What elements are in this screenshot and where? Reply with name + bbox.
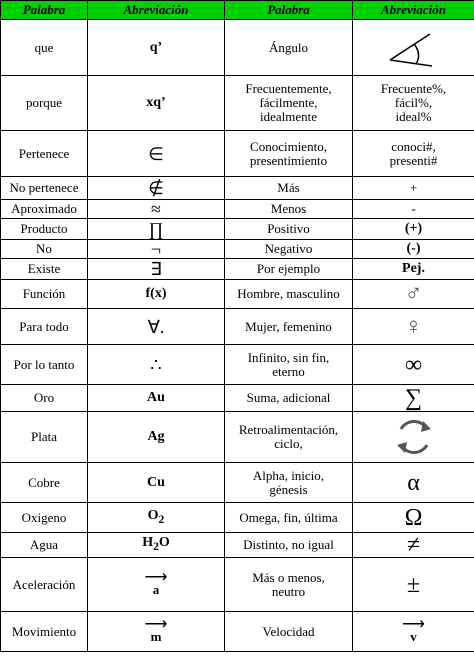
table-row [1,612,474,652]
abbr-cell: Ag [88,412,225,463]
word-cell: Hombre, masculino [225,280,353,309]
table-row [1,503,474,533]
header-abreviacion-2: Abreviación [353,1,474,20]
word-line: génesis [269,481,308,497]
word-cell: Por ejemplo [225,259,353,280]
abbr-cell [353,20,474,76]
abbr-cell: + [353,177,474,200]
word-cell: Aproximado [1,200,88,219]
table-row [1,259,474,280]
abbr-cell: ∀. [88,309,225,345]
abbr-cell [353,131,474,177]
abbr-cell: $O_2$ [88,503,225,533]
abbr-line: ideal% [395,109,432,124]
abbr-cell: ∞ [353,345,474,385]
word-cell: Aceleración [1,558,88,612]
word-cell: Por lo tanto [1,345,88,385]
table-row [1,200,474,219]
abbr-cell: α [353,463,474,503]
abbr-cell: xq’ [88,76,225,131]
word-cell [225,412,353,463]
word-line: idealmente [259,109,318,124]
arrow-right-icon: ⟶ [144,569,168,586]
word-cell: Oro [1,385,88,412]
word-cell: Suma, adicional [225,385,353,412]
abbr-cell: ≠ [353,533,474,558]
abbr-cell: ± [353,558,474,612]
abbr-cell: ∃ [88,259,225,280]
abbr-line: conoci#, [391,138,436,154]
abbr-cell [88,612,225,652]
table-row [1,76,474,131]
abbr-cell: ¬ [88,240,225,259]
word-cell: Distinto, no igual [225,533,353,558]
header-row [1,1,474,20]
abbr-line: presenti# [389,152,438,168]
word-cell [225,558,353,612]
table-row [1,309,474,345]
table-row [1,20,474,76]
table-row [1,219,474,240]
table-row [1,240,474,259]
word-cell: No pertenece [1,177,88,200]
word-line: Retroalimentación, [238,422,339,437]
abbr-cell: ∈ [88,131,225,177]
table-row [1,385,474,412]
word-cell [225,345,353,385]
abbr-cell: ♀ [353,309,474,345]
header-palabra-1: Palabra [1,1,88,20]
abbr-cell [353,412,474,463]
abbr-cell: ≈ [88,200,225,219]
word-cell [225,131,353,177]
word-cell: Velocidad [225,612,353,652]
word-line: Más o menos, [252,569,325,585]
abbr-line: Frecuente%, [380,81,447,96]
word-line: ciclo, [274,436,303,451]
word-cell: Pertenece [1,131,88,177]
abbr-cell: q’ [88,20,225,76]
word-cell: Plata [1,412,88,463]
word-cell [225,463,353,503]
word-cell: Producto [1,219,88,240]
word-line: Infinito, sin fin, [247,349,330,365]
word-cell: Menos [225,200,353,219]
table-row [1,463,474,503]
word-cell: porque [1,76,88,131]
table-row [1,177,474,200]
abbr-cell: Pej. [353,259,474,280]
table-row [1,412,474,463]
word-cell: Cobre [1,463,88,503]
abbr-cell: Ω [353,503,474,533]
abbr-cell: ♂ [353,280,474,309]
abbr-cell: ∏ [88,219,225,240]
vector-symbol: ⟶ v [402,616,425,644]
word-cell: Más [225,177,353,200]
angle-symbol-icon [388,24,440,72]
vector-symbol: ⟶ a [144,569,168,597]
word-cell: Positivo [225,219,353,240]
vector-symbol: ⟶ m [144,616,168,644]
table-row [1,131,474,177]
abbr-cell: (+) [353,219,474,240]
word-line: presentimiento [249,152,328,168]
abbr-cell: - [353,200,474,219]
word-cell: Agua [1,533,88,558]
word-line: eterno [272,363,305,379]
abbr-cell: f(x) [88,280,225,309]
word-cell [225,76,353,131]
arrow-right-icon: ⟶ [144,616,168,633]
word-cell: Ángulo [225,20,353,76]
word-cell: Existe [1,259,88,280]
word-cell: Movimiento [1,612,88,652]
abbr-cell: ∑ [353,385,474,412]
table-row [1,558,474,612]
word-line: Alpha, inicio, [252,467,325,483]
word-cell: Oxigeno [1,503,88,533]
word-cell: Negativo [225,240,353,259]
abbr-cell [353,76,474,131]
word-cell: Omega, fin, última [225,503,353,533]
abbr-cell: ∴ [88,345,225,385]
abbr-cell: (-) [353,240,474,259]
word-cell: Mujer, femenino [225,309,353,345]
abbr-cell [88,558,225,612]
word-line: neutro [271,583,306,599]
abbr-cell: ∉ [88,177,225,200]
word-cell: Para todo [1,309,88,345]
abbr-cell: Au [88,385,225,412]
table-row [1,280,474,309]
word-cell: No [1,240,88,259]
word-line: Conocimiento, [250,138,327,154]
abbr-cell [353,612,474,652]
word-line: fácilmente, [259,95,318,110]
header-abreviacion-1: Abreviación [88,1,225,20]
header-palabra-2: Palabra [225,1,353,20]
word-cell: Función [1,280,88,309]
word-line: Frecuentemente, [245,81,332,96]
table-row [1,345,474,385]
word-cell: que [1,20,88,76]
abbr-cell: Cu [88,463,225,503]
abbr-cell: $H_2O$ [88,533,225,558]
arrow-right-icon: ⟶ [402,616,425,633]
table-row [1,533,474,558]
abbr-line: fácil%, [394,95,433,110]
cycle-arrows-icon [391,415,437,459]
